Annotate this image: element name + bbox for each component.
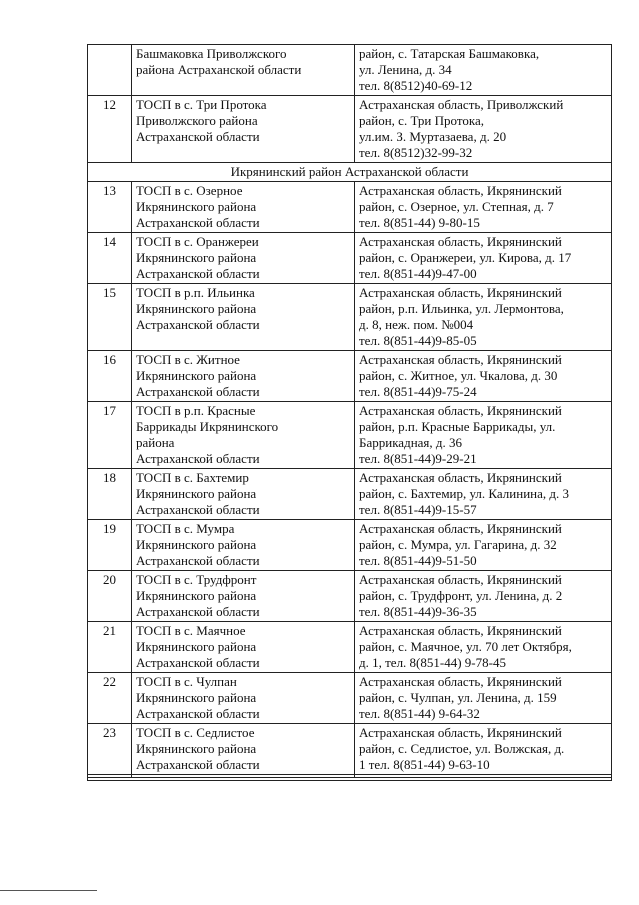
branch-address: Астраханская область, Икрянинский район, с. Бахтемир, ул. Калинина, д. 3 тел. 8(851-44)9-15-57 [355,469,612,520]
table-row [88,469,612,520]
table-row [88,673,612,724]
row-number: 13 [88,182,132,233]
table-row [88,571,612,622]
row-number: 20 [88,571,132,622]
row-number: 12 [88,96,132,163]
section-row [88,778,612,781]
table-row [88,284,612,351]
table-row [88,724,612,775]
row-number: 14 [88,233,132,284]
branch-address: Астраханская область, Икрянинский район, с. Маячное, ул. 70 лет Октября, д. 1, тел. 8(851-44) 9-78-45 [355,622,612,673]
branch-name: ТОСП в с. Озерное Икрянинского района Астраханской области [132,182,355,233]
table-row [88,182,612,233]
branch-registry-table [87,44,612,781]
footnote-divider [0,890,97,891]
row-number: 21 [88,622,132,673]
branch-name: ТОСП в с. Трудфронт Икрянинского района Астраханской области [132,571,355,622]
row-number [88,45,132,96]
branch-address: Астраханская область, Икрянинский район, с. Озерное, ул. Степная, д. 7 тел. 8(851-44) 9-80-15 [355,182,612,233]
table-row [88,622,612,673]
branch-address: Астраханская область, Икрянинский район, с. Оранжереи, ул. Кирова, д. 17 тел. 8(851-44)9-47-00 [355,233,612,284]
registry-body [88,45,612,781]
branch-address: Астраханская область, Икрянинский район, р.п. Ильинка, ул. Лермонтова, д. 8, неж. пом. №004 тел. 8(851-44)9-85-05 [355,284,612,351]
branch-address: Астраханская область, Икрянинский район, с. Мумра, ул. Гагарина, д. 32 тел. 8(851-44)9-51-50 [355,520,612,571]
branch-name: ТОСП в с. Седлистое Икрянинского района Астраханской области [132,724,355,775]
table-row [88,96,612,163]
row-number: 17 [88,402,132,469]
branch-name: ТОСП в с. Оранжереи Икрянинского района Астраханской области [132,233,355,284]
table-row [88,402,612,469]
table-row [88,45,612,96]
branch-name: ТОСП в р.п. Ильинка Икрянинского района Астраханской области [132,284,355,351]
table-row [88,351,612,402]
branch-name: ТОСП в с. Бахтемир Икрянинского района Астраханской области [132,469,355,520]
branch-address: Астраханская область, Икрянинский район, с. Чулпан, ул. Ленина, д. 159 тел. 8(851-44) 9-64-32 [355,673,612,724]
table-row [88,520,612,571]
branch-name: ТОСП в с. Мумра Икрянинского района Астраханской области [132,520,355,571]
branch-name: ТОСП в р.п. Красные Баррикады Икрянинского района Астраханской области [132,402,355,469]
branch-name: ТОСП в с. Чулпан Икрянинского района Астраханской области [132,673,355,724]
branch-name: ТОСП в с. Маячное Икрянинского района Астраханской области [132,622,355,673]
branch-address: Астраханская область, Приволжский район, с. Три Протока, ул.им. З. Муртазаева, д. 20 тел. 8(8512)32-99-32 [355,96,612,163]
branch-name: ТОСП в с. Три Протока Приволжского района Астраханской области [132,96,355,163]
branch-address: район, с. Татарская Башмаковка, ул. Ленина, д. 34 тел. 8(8512)40-69-12 [355,45,612,96]
district-heading: Икрянинский район Астраханской области [88,163,612,182]
row-number: 19 [88,520,132,571]
branch-address: Астраханская область, Икрянинский район, р.п. Красные Баррикады, ул. Баррикадная, д. 36 тел. 8(851-44)9-29-21 [355,402,612,469]
row-number: 22 [88,673,132,724]
branch-address: Астраханская область, Икрянинский район, с. Седлистое, ул. Волжская, д. 1 тел. 8(851-44) 9-63-10 [355,724,612,775]
row-number: 18 [88,469,132,520]
row-number: 16 [88,351,132,402]
branch-address: Астраханская область, Икрянинский район, с. Трудфронт, ул. Ленина, д. 2 тел. 8(851-44)9-36-35 [355,571,612,622]
branch-name: Башмаковка Приволжского района Астраханской области [132,45,355,96]
branch-name: ТОСП в с. Житное Икрянинского района Астраханской области [132,351,355,402]
row-number: 15 [88,284,132,351]
row-number: 23 [88,724,132,775]
table-row [88,233,612,284]
section-row [88,163,612,182]
branch-address: Астраханская область, Икрянинский район, с. Житное, ул. Чкалова, д. 30 тел. 8(851-44)9-75-24 [355,351,612,402]
district-heading [88,778,612,781]
